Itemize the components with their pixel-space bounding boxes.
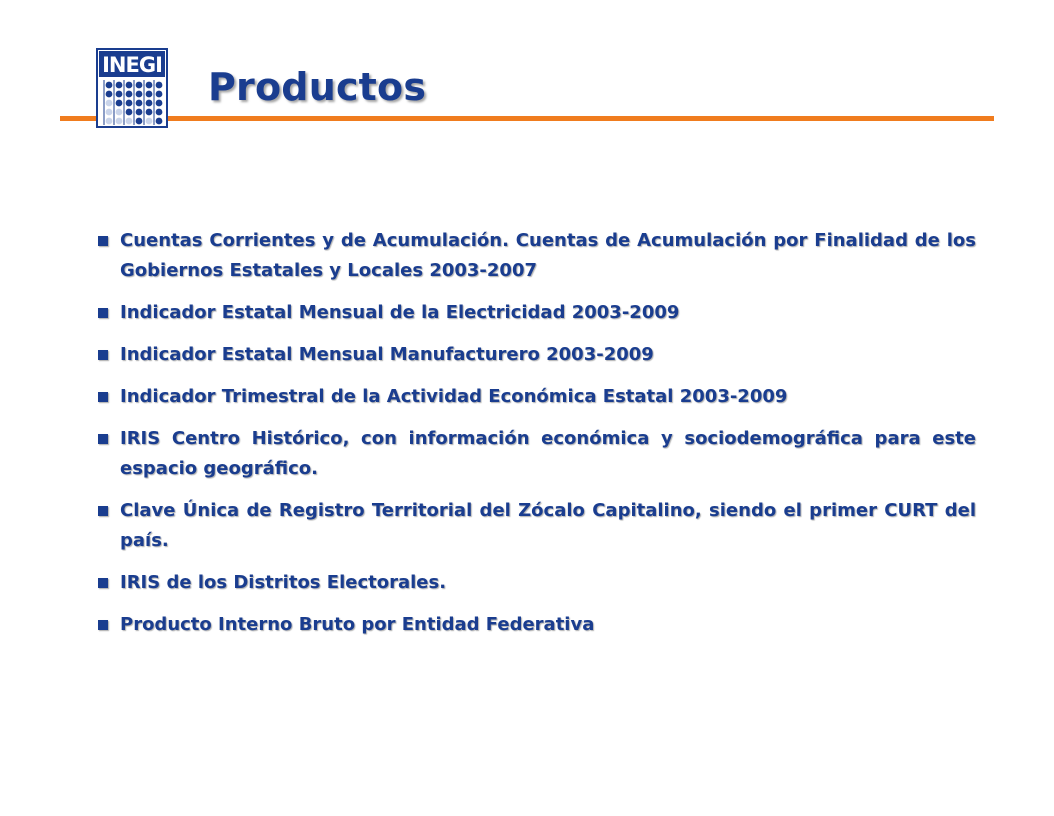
list-item-text: Producto Interno Bruto por Entidad Federativa xyxy=(120,614,595,635)
list-item-text: Indicador Trimestral de la Actividad Económica Estatal 2003-2009 xyxy=(120,386,788,407)
logo-dot xyxy=(116,118,123,125)
logo-dot xyxy=(126,100,133,107)
square-bullet-icon xyxy=(98,578,108,588)
page-title: Productos xyxy=(208,65,427,109)
list-item xyxy=(96,226,976,286)
list-item-text: IRIS de los Distritos Electorales. xyxy=(120,572,447,593)
square-bullet-icon xyxy=(98,392,108,402)
list-item xyxy=(96,424,976,484)
logo-dot xyxy=(116,100,123,107)
logo-dot xyxy=(126,91,133,98)
list-item-text: IRIS Centro Histórico, con información económica y sociodemográfica para este espacio geográfico. xyxy=(120,428,976,479)
logo-dot xyxy=(106,109,113,116)
list-item xyxy=(96,298,976,328)
list-item xyxy=(96,610,976,640)
logo-dot xyxy=(136,109,143,116)
square-bullet-icon xyxy=(98,434,108,444)
header-rule xyxy=(60,116,994,121)
logo-dot xyxy=(106,100,113,107)
logo-dot xyxy=(116,91,123,98)
logo-dot xyxy=(146,109,153,116)
logo-dot xyxy=(116,109,123,116)
logo-dot xyxy=(156,91,163,98)
list-item xyxy=(96,568,976,598)
inegi-logo xyxy=(96,48,168,128)
logo-dot xyxy=(136,100,143,107)
square-bullet-icon xyxy=(98,506,108,516)
square-bullet-icon xyxy=(98,620,108,630)
logo-dot xyxy=(156,109,163,116)
logo-dot xyxy=(136,82,143,89)
list-item xyxy=(96,340,976,370)
logo-dot xyxy=(116,82,123,89)
logo-dot xyxy=(156,82,163,89)
logo-dot xyxy=(126,118,133,125)
list-item-text: Indicador Estatal Mensual de la Electricidad 2003-2009 xyxy=(120,302,680,323)
list-item-text: Indicador Estatal Mensual Manufacturero 2003-2009 xyxy=(120,344,654,365)
list-item-text: Clave Única de Registro Territorial del Zócalo Capitalino, siendo el primer CURT del país. xyxy=(120,500,976,551)
logo-dot xyxy=(146,118,153,125)
logo-dot xyxy=(126,82,133,89)
logo-dot xyxy=(146,91,153,98)
square-bullet-icon xyxy=(98,236,108,246)
logo-dot xyxy=(146,100,153,107)
inegi-logo-text: INEGI xyxy=(102,53,162,77)
logo-dot xyxy=(106,118,113,125)
logo-dot xyxy=(106,91,113,98)
logo-dot xyxy=(146,82,153,89)
logo-dot xyxy=(136,91,143,98)
logo-dot xyxy=(136,118,143,125)
list-item-text: Cuentas Corrientes y de Acumulación. Cuentas de Acumulación por Finalidad de los Gobiernos Estatales y Locales 2003-2007 xyxy=(120,230,976,281)
logo-dot xyxy=(156,100,163,107)
logo-dot xyxy=(126,109,133,116)
list-item xyxy=(96,496,976,556)
logo-dot xyxy=(106,82,113,89)
logo-dot xyxy=(156,118,163,125)
list-item xyxy=(96,382,976,412)
bullet-list xyxy=(96,226,976,652)
square-bullet-icon xyxy=(98,350,108,360)
square-bullet-icon xyxy=(98,308,108,318)
